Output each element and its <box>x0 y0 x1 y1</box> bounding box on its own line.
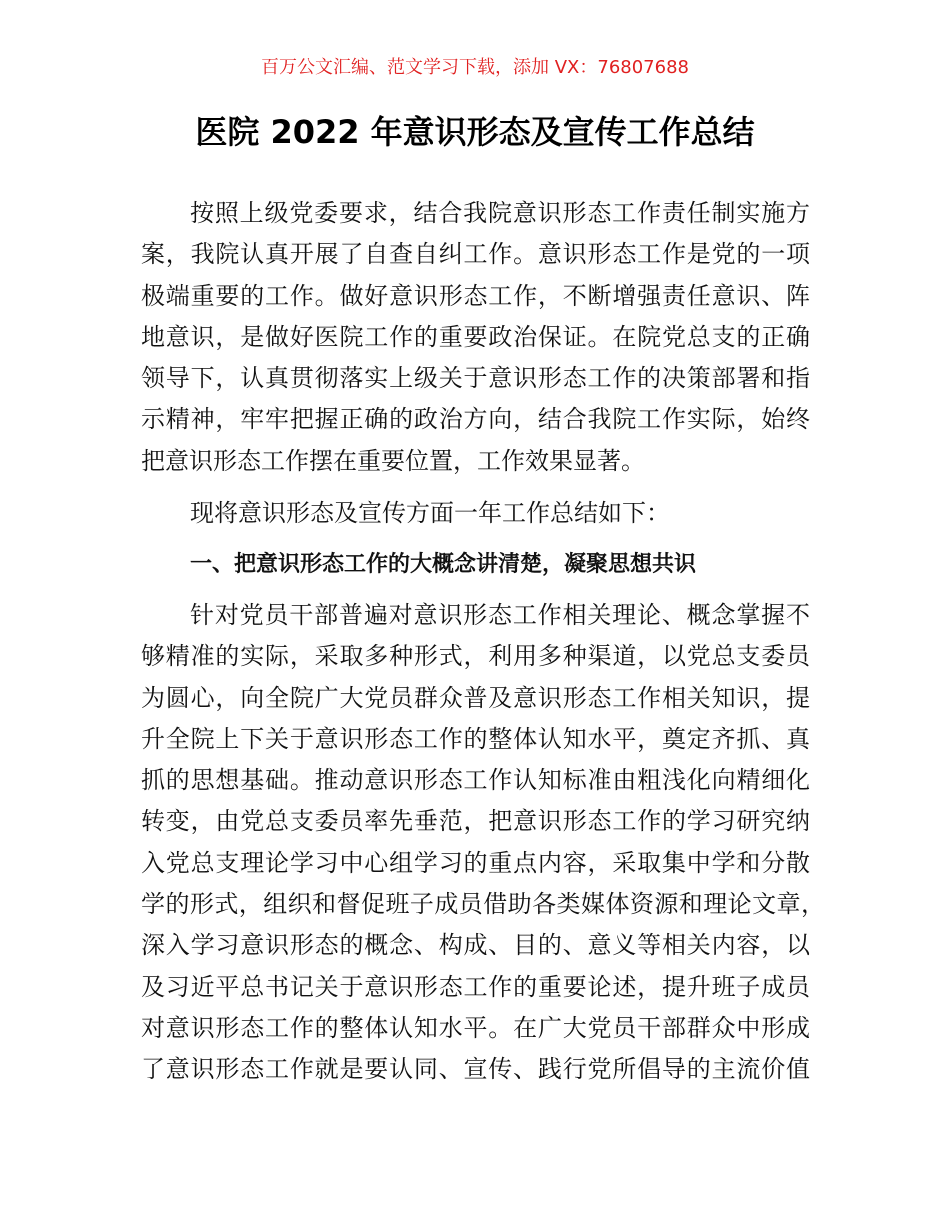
text-line: 学的形式，组织和督促班子成员借助各类媒体资源和理论文章， <box>141 890 825 919</box>
watermark-header: 百万公文汇编、范文学习下载，添加 VX：76807688 <box>261 57 689 78</box>
text-line: 按照上级党委要求，结合我院意识形态工作责任制实施方 <box>190 199 810 227</box>
text-line: 升全院上下关于意识形态工作的整体认知水平，奠定齐抓、真 <box>141 724 810 753</box>
text-line: 把意识形态工作摆在重要位置，工作效果显著。 <box>141 446 645 475</box>
text-line: 示精神，牢牢把握正确的政治方向，结合我院工作实际，始终 <box>141 405 810 434</box>
text-line: 现将意识形态及宣传方面一年工作总结如下： <box>190 499 670 527</box>
section-heading-1 <box>141 544 810 585</box>
text-line: 地意识，是做好医院工作的重要政治保证。在院党总支的正确 <box>141 322 810 351</box>
text-line: 了意识形态工作就是要认同、宣传、践行党所倡导的主流价值 <box>141 1055 810 1084</box>
text-line: 对意识形态工作的整体认知水平。在广大党员干部群众中形成 <box>141 1013 810 1042</box>
text-line: 及习近平总书记关于意识形态工作的重要论述，提升班子成员 <box>141 972 810 1001</box>
text-line: 案，我院认真开展了自查自纠工作。意识形态工作是党的一项 <box>141 240 810 269</box>
document-title: 医院 2022 年意识形态及宣传工作总结 <box>195 113 755 151</box>
text-line: 入党总支理论学习中心组学习的重点内容，采取集中学和分散 <box>141 848 810 877</box>
text-line: 领导下，认真贯彻落实上级关于意识形态工作的决策部署和指 <box>141 364 810 393</box>
text-line: 针对党员干部普遍对意识形态工作相关理论、概念掌握不 <box>190 601 810 629</box>
paragraph-section1 <box>141 595 825 1091</box>
text-line: 抓的思想基础。推动意识形态工作认知标准由粗浅化向精细化 <box>141 766 810 795</box>
text-line: 够精准的实际，采取多种形式，利用多种渠道，以党总支委员 <box>141 642 810 671</box>
text-line: 极端重要的工作。做好意识形态工作，不断增强责任意识、阵 <box>141 281 810 310</box>
paragraph-intro <box>141 193 810 482</box>
text-line: 深入学习意识形态的概念、构成、目的、意义等相关内容，以 <box>141 931 810 960</box>
paragraph-summary-intro <box>141 493 810 534</box>
text-line: 为圆心，向全院广大党员群众普及意识形态工作相关知识，提 <box>141 683 810 712</box>
text-line: 转变，由党总支委员率先垂范，把意识形态工作的学习研究纳 <box>141 807 810 836</box>
section-heading: 一、把意识形态工作的大概念讲清楚，凝聚思想共识 <box>190 552 697 577</box>
